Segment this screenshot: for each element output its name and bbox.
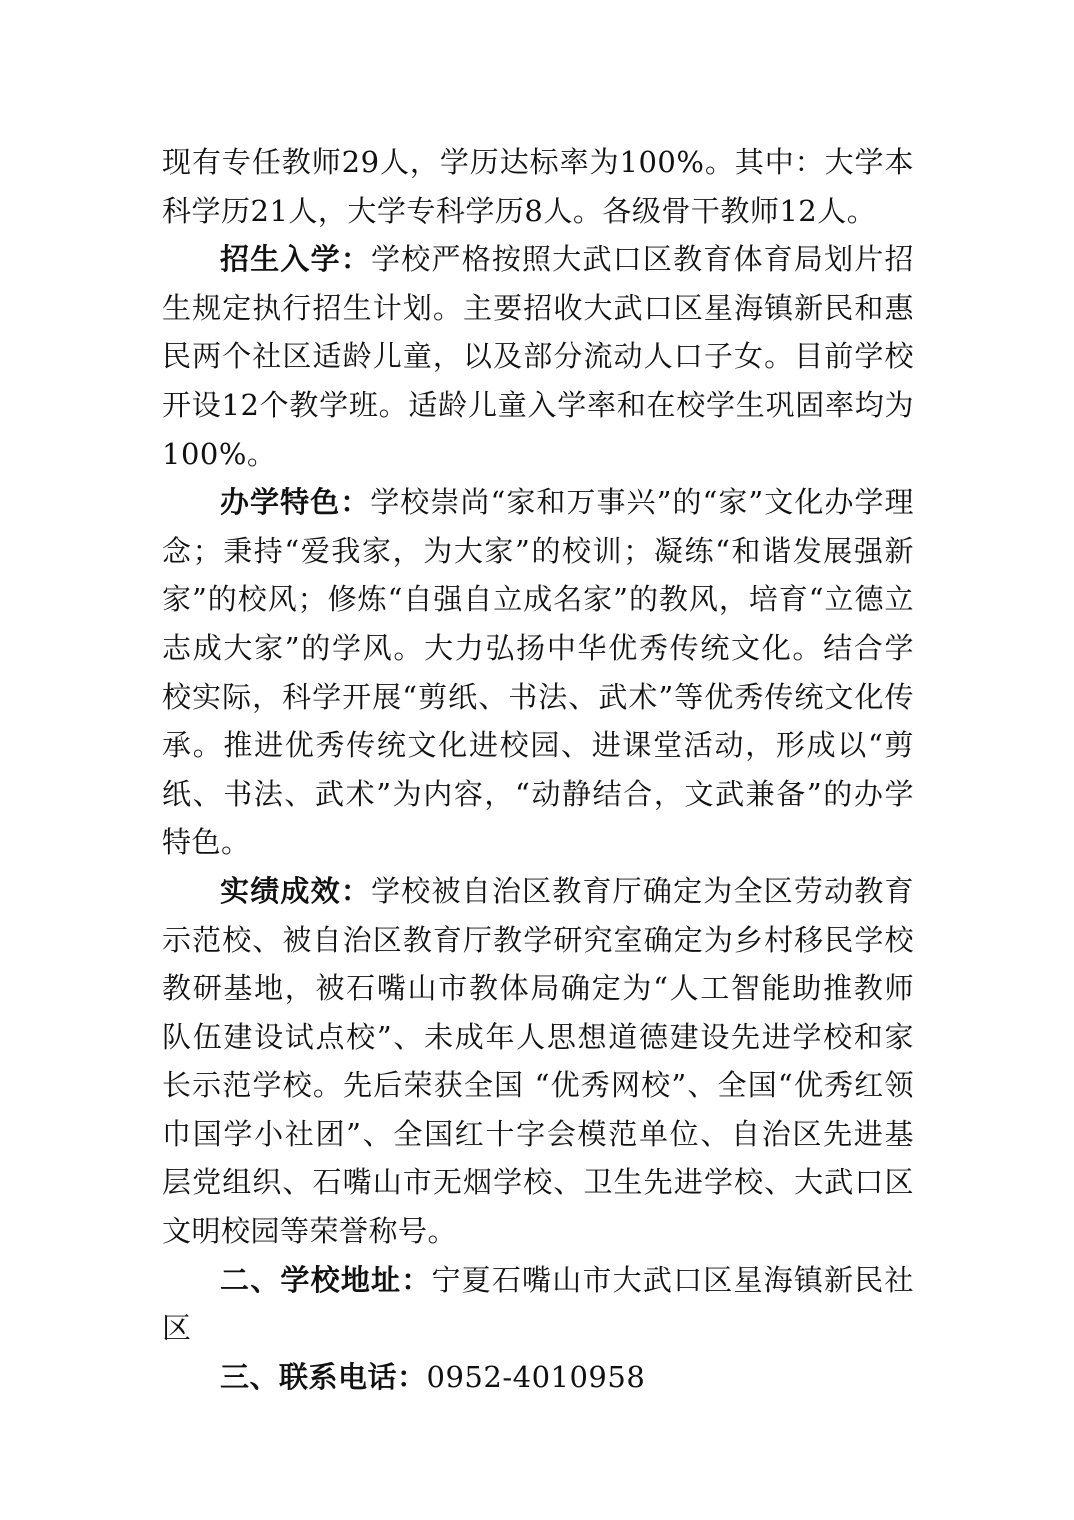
paragraph-text: 学校严格按照大武口区教育体育局划片招生规定执行招生计划。主要招收大武口区星海镇新民和惠民两个社区适龄儿童，以及部分流动人口子女。目前学校开设12个教学班。适龄儿童入学率和在校学生巩固率均为100%。 [162, 242, 914, 471]
school-address-heading: 二、学校地址： [220, 1262, 432, 1297]
contact-phone-heading: 三、联系电话： [220, 1359, 427, 1394]
paragraph-text: 学校崇尚“家和万事兴”的“家”文化办学理念；秉持“爱我家，为大家”的校训；凝练“和谐发展强新家”的校风；修炼“自强自立成名家”的教风，培育“立德立志成大家”的学风。大力弘扬中华优秀传统文化。结合学校实际，科学开展“剪纸、书法、武术”等优秀传统文化传承。推进优秀传统文化进校园、进课堂活动，形成以“剪纸、书法、武术”为内容，“动静结合，文武兼备”的办学特色。 [162, 485, 914, 860]
school-address-value: 宁夏石嘴山市大武口区星海镇新民社区 [162, 1262, 914, 1346]
enrollment-paragraph [162, 235, 914, 478]
paragraph-text: 学校被自治区教育厅确定为全区劳动教育示范校、被自治区教育厅教学研究室确定为乡村移民学校教研基地，被石嘴山市教体局确定为“人工智能助推教师队伍建设试点校”、未成年人思想道德建设先进学校和家长示范学校。先后荣获全国 “优秀网校”、全国“优秀红领巾国学小社团”、全国红十字会模范单位、自治区先进基层党组织、石嘴山市无烟学校、卫生先进学校、大武口区文明校园等荣誉称号。 [162, 873, 914, 1249]
school-features-paragraph [162, 478, 914, 867]
contact-phone-paragraph [162, 1353, 914, 1402]
document-page [162, 138, 914, 1401]
achievements-paragraph [162, 867, 914, 1256]
paragraph-text: 现有专任教师29人，学历达标率为100%。其中：大学本科学历21人，大学专科学历8人。各级骨干教师12人。 [162, 145, 914, 228]
achievements-heading: 实绩成效： [220, 873, 372, 908]
school-address-paragraph [162, 1256, 914, 1353]
enrollment-heading: 招生入学： [220, 242, 372, 277]
teacher-stats-paragraph [162, 138, 914, 235]
school-features-heading: 办学特色： [220, 485, 371, 520]
contact-phone-value: 0952-4010958 [426, 1359, 646, 1394]
